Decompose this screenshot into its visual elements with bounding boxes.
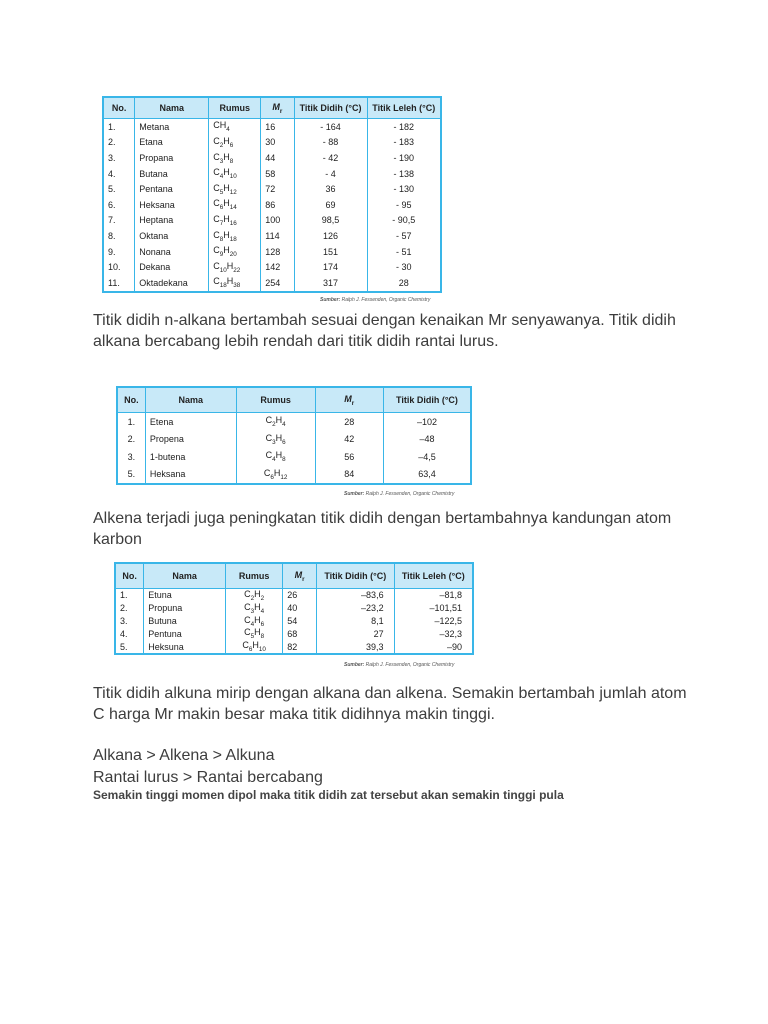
cell-titik-didih: 151 bbox=[294, 244, 367, 260]
formula-element: H bbox=[223, 198, 230, 209]
cell-mr: 82 bbox=[283, 640, 317, 654]
cell-titik-leleh: –81,8 bbox=[394, 589, 473, 602]
cell-nama: Pentana bbox=[135, 181, 209, 197]
table-row bbox=[103, 119, 441, 135]
header-rumus: Rumus bbox=[209, 97, 261, 119]
formula-subscript: 2 bbox=[250, 594, 255, 602]
formula-subscript: 3 bbox=[272, 438, 276, 446]
cell-no: 10. bbox=[103, 259, 135, 275]
cell-titik-didih: 98,5 bbox=[294, 213, 367, 229]
formula-element: H bbox=[254, 614, 261, 625]
cell-nama: Oktadekana bbox=[135, 275, 209, 292]
cell-titik-didih: 317 bbox=[294, 275, 367, 292]
formula-element: C bbox=[265, 415, 273, 426]
cell-nama: 1-butena bbox=[145, 448, 236, 466]
formula-element: H bbox=[226, 276, 234, 287]
cell-no: 1. bbox=[103, 119, 135, 135]
cell-mr: 54 bbox=[283, 615, 317, 628]
header-rumus: Rumus bbox=[226, 563, 283, 589]
cell-no: 5. bbox=[103, 181, 135, 197]
formula-subscript: 12 bbox=[229, 188, 237, 196]
formula-element: H bbox=[273, 467, 281, 478]
alkena-table-figure bbox=[116, 386, 472, 497]
header-mr bbox=[261, 97, 294, 119]
cell-mr: 86 bbox=[261, 197, 294, 213]
cell-titik-didih: 27 bbox=[316, 627, 394, 640]
alkuna-table-body bbox=[115, 589, 473, 654]
formula-subscript: 10 bbox=[229, 172, 237, 180]
table-row bbox=[103, 181, 441, 197]
alkena-table bbox=[116, 386, 472, 485]
cell-mr: 68 bbox=[283, 627, 317, 640]
formula-element: CH bbox=[213, 120, 227, 131]
formula-element: H bbox=[252, 640, 259, 651]
cell-mr: 84 bbox=[315, 466, 383, 485]
formula-subscript: 6 bbox=[219, 204, 224, 212]
cell-titik-didih: 69 bbox=[294, 197, 367, 213]
cell-nama: Dekana bbox=[135, 259, 209, 275]
table-row bbox=[103, 228, 441, 244]
cell-titik-leleh: –32,3 bbox=[394, 627, 473, 640]
source-prefix: Sumber: bbox=[320, 297, 341, 303]
table-row bbox=[103, 275, 441, 292]
cell-no: 7. bbox=[103, 213, 135, 229]
cell-rumus bbox=[209, 259, 261, 275]
formula-element: H bbox=[275, 415, 283, 426]
source-text: Ralph J. Fessenden, Organic Chemistry bbox=[341, 297, 431, 303]
header-titik-didih: Titik Didih (°C) bbox=[294, 97, 367, 119]
cell-titik-leleh: –122,5 bbox=[394, 615, 473, 628]
cell-nama: Etuna bbox=[144, 589, 226, 602]
formula-element: C bbox=[265, 450, 273, 461]
alkana-table-source bbox=[320, 297, 430, 303]
formula-element: H bbox=[254, 589, 261, 599]
cell-nama: Heksana bbox=[145, 466, 236, 485]
source-text: Ralph J. Fessenden, Organic Chemistry bbox=[365, 491, 455, 497]
header-mr-subscript: r bbox=[302, 575, 305, 583]
formula-subscript: 20 bbox=[229, 250, 237, 258]
cell-rumus bbox=[209, 181, 261, 197]
table-row bbox=[115, 615, 473, 628]
formula-element: C bbox=[213, 198, 220, 209]
cell-nama: Metana bbox=[135, 119, 209, 135]
formula-subscript: 6 bbox=[270, 473, 274, 481]
formula-subscript: 2 bbox=[219, 141, 224, 149]
alkuna-table bbox=[114, 562, 474, 655]
formula-subscript: 14 bbox=[229, 204, 237, 212]
alkana-table bbox=[102, 96, 442, 293]
cell-titik-leleh: - 51 bbox=[367, 244, 441, 260]
header-titik-didih: Titik Didih (°C) bbox=[383, 387, 471, 413]
cell-mr: 40 bbox=[283, 602, 317, 615]
formula-subscript: 6 bbox=[229, 141, 234, 149]
cell-titik-didih: 174 bbox=[294, 259, 367, 275]
cell-titik-leleh: - 138 bbox=[367, 166, 441, 182]
alkana-table-figure bbox=[102, 96, 442, 303]
header-titik-leleh: Titik Leleh (°C) bbox=[394, 563, 473, 589]
cell-mr: 28 bbox=[315, 413, 383, 431]
source-prefix: Sumber: bbox=[344, 662, 365, 668]
table-header-row bbox=[117, 387, 471, 413]
formula-element: C bbox=[265, 432, 273, 443]
cell-rumus bbox=[209, 166, 261, 182]
cell-rumus bbox=[226, 589, 283, 602]
dipole-note: Semakin tinggi momen dipol maka titik didih zat tersebut akan semakin tinggi pula bbox=[93, 788, 564, 802]
cell-titik-didih: 63,4 bbox=[383, 466, 471, 485]
cell-rumus bbox=[209, 197, 261, 213]
table-row bbox=[103, 244, 441, 260]
cell-no: 9. bbox=[103, 244, 135, 260]
header-mr-symbol: M bbox=[294, 569, 303, 580]
header-nama: Nama bbox=[135, 97, 209, 119]
formula-element: H bbox=[223, 167, 230, 178]
cell-rumus bbox=[209, 228, 261, 244]
cell-rumus bbox=[226, 615, 283, 628]
formula-subscript: 10 bbox=[219, 266, 227, 274]
cell-rumus bbox=[236, 431, 315, 449]
cell-rumus bbox=[209, 244, 261, 260]
cell-mr: 128 bbox=[261, 244, 294, 260]
cell-nama: Propena bbox=[145, 431, 236, 449]
cell-rumus bbox=[226, 627, 283, 640]
cell-titik-leleh: –101,51 bbox=[394, 602, 473, 615]
cell-mr: 142 bbox=[261, 259, 294, 275]
formula-subscript: 9 bbox=[219, 250, 224, 258]
cell-titik-leleh: - 130 bbox=[367, 181, 441, 197]
header-no: No. bbox=[115, 563, 144, 589]
header-titik-didih: Titik Didih (°C) bbox=[316, 563, 394, 589]
table-header-row bbox=[103, 97, 441, 119]
formula-element: H bbox=[254, 601, 261, 612]
cell-titik-leleh: - 90,5 bbox=[367, 213, 441, 229]
table-row bbox=[103, 166, 441, 182]
source-text: Ralph J. Fessenden, Organic Chemistry bbox=[365, 662, 455, 668]
cell-mr: 58 bbox=[261, 166, 294, 182]
cell-mr: 44 bbox=[261, 150, 294, 166]
header-mr bbox=[315, 387, 383, 413]
alkuna-table-figure bbox=[114, 562, 474, 668]
cell-titik-didih: 8,1 bbox=[316, 615, 394, 628]
cell-no: 2. bbox=[117, 431, 145, 449]
header-rumus: Rumus bbox=[236, 387, 315, 413]
cell-nama: Nonana bbox=[135, 244, 209, 260]
formula-element: H bbox=[223, 229, 230, 240]
cell-rumus bbox=[236, 413, 315, 431]
formula-element: H bbox=[223, 213, 230, 224]
formula-subscript: 6 bbox=[282, 438, 286, 446]
formula-element: C bbox=[213, 182, 220, 193]
formula-subscript: 4 bbox=[260, 607, 265, 615]
formula-subscript: 4 bbox=[272, 456, 276, 464]
formula-element: H bbox=[223, 135, 230, 146]
cell-nama: Propuna bbox=[144, 602, 226, 615]
cell-titik-didih: - 42 bbox=[294, 150, 367, 166]
formula-subscript: 4 bbox=[226, 126, 230, 134]
header-no: No. bbox=[117, 387, 145, 413]
cell-mr: 26 bbox=[283, 589, 317, 602]
table-row bbox=[115, 589, 473, 602]
paragraph-alkuna: Titik didih alkuna mirip dengan alkana dan alkena. Semakin bertambah jumlah atom C harga Mr makin besar maka titik didihnya makin tinggi. bbox=[93, 685, 687, 723]
cell-mr: 30 bbox=[261, 135, 294, 151]
table-row bbox=[103, 213, 441, 229]
formula-subscript: 6 bbox=[248, 645, 253, 653]
paragraph-alkana: Titik didih n-alkana bertambah sesuai dengan kenaikan Mr senyawanya. Titik didih alkana bercabang lebih rendah dari titik didih rantai lurus. bbox=[93, 312, 676, 350]
cell-titik-leleh: - 190 bbox=[367, 150, 441, 166]
cell-nama: Oktana bbox=[135, 228, 209, 244]
cell-rumus bbox=[236, 466, 315, 485]
cell-nama: Heksuna bbox=[144, 640, 226, 654]
cell-titik-leleh: - 182 bbox=[367, 119, 441, 135]
formula-subscript: 38 bbox=[233, 282, 241, 290]
cell-rumus bbox=[209, 119, 261, 135]
formula-element: H bbox=[275, 432, 283, 443]
formula-subscript: 6 bbox=[260, 620, 265, 628]
cell-titik-didih: –4,5 bbox=[383, 448, 471, 466]
formula-subscript: 18 bbox=[229, 235, 237, 243]
cell-rumus bbox=[209, 135, 261, 151]
formula-element: C bbox=[213, 151, 220, 162]
cell-titik-leleh: –90 bbox=[394, 640, 473, 654]
header-nama: Nama bbox=[145, 387, 236, 413]
formula-subscript: 3 bbox=[219, 157, 224, 165]
alkena-table-body bbox=[117, 413, 471, 485]
formula-subscript: 5 bbox=[250, 633, 255, 641]
cell-nama: Pentuna bbox=[144, 627, 226, 640]
cell-titik-didih: 36 bbox=[294, 181, 367, 197]
formula-element: C bbox=[244, 601, 251, 612]
cell-no: 8. bbox=[103, 228, 135, 244]
formula-element: C bbox=[213, 276, 220, 287]
cell-rumus bbox=[226, 640, 283, 654]
cell-nama: Heksana bbox=[135, 197, 209, 213]
formula-subscript: 22 bbox=[233, 266, 241, 274]
formula-subscript: 8 bbox=[229, 157, 234, 165]
cell-mr: 100 bbox=[261, 213, 294, 229]
cell-mr: 72 bbox=[261, 181, 294, 197]
cell-no: 3. bbox=[115, 615, 144, 628]
formula-subscript: 12 bbox=[280, 473, 288, 481]
header-mr bbox=[283, 563, 317, 589]
table-row bbox=[117, 448, 471, 466]
header-no: No. bbox=[103, 97, 135, 119]
header-nama: Nama bbox=[144, 563, 226, 589]
table-row bbox=[117, 431, 471, 449]
header-mr-subscript: r bbox=[279, 107, 283, 115]
formula-subscript: 18 bbox=[219, 282, 227, 290]
formula-subscript: 8 bbox=[282, 456, 286, 464]
header-mr-symbol: M bbox=[344, 393, 352, 404]
formula-element: C bbox=[213, 229, 220, 240]
formula-element: H bbox=[223, 151, 230, 162]
formula-subscript: 4 bbox=[250, 620, 255, 628]
formula-subscript: 4 bbox=[219, 172, 224, 180]
formula-subscript: 8 bbox=[260, 633, 265, 641]
alkana-table-body bbox=[103, 119, 441, 292]
cell-mr: 42 bbox=[315, 431, 383, 449]
formula-element: H bbox=[223, 182, 230, 193]
cell-no: 2. bbox=[115, 602, 144, 615]
cell-titik-didih: –102 bbox=[383, 413, 471, 431]
table-row bbox=[103, 197, 441, 213]
cell-no: 4. bbox=[103, 166, 135, 182]
formula-element: C bbox=[244, 614, 251, 625]
cell-nama: Etena bbox=[145, 413, 236, 431]
formula-element: C bbox=[213, 213, 220, 224]
cell-nama: Propana bbox=[135, 150, 209, 166]
cell-no: 1. bbox=[115, 589, 144, 602]
formula-element: C bbox=[213, 135, 220, 146]
cell-titik-leleh: - 57 bbox=[367, 228, 441, 244]
cell-no: 1. bbox=[117, 413, 145, 431]
cell-titik-leleh: 28 bbox=[367, 275, 441, 292]
cell-titik-didih: - 88 bbox=[294, 135, 367, 151]
cell-titik-didih: –83,6 bbox=[316, 589, 394, 602]
cell-titik-didih: –48 bbox=[383, 431, 471, 449]
formula-subscript: 2 bbox=[260, 594, 265, 602]
cell-nama: Heptana bbox=[135, 213, 209, 229]
table-row bbox=[117, 466, 471, 485]
alkuna-table-source bbox=[344, 662, 454, 668]
cell-mr: 56 bbox=[315, 448, 383, 466]
cell-titik-didih: 39,3 bbox=[316, 640, 394, 654]
formula-element: C bbox=[242, 640, 249, 651]
cell-no: 5. bbox=[115, 640, 144, 654]
alkena-table-source bbox=[344, 491, 454, 497]
table-row bbox=[115, 640, 473, 654]
formula-element: H bbox=[275, 450, 283, 461]
cell-rumus bbox=[236, 448, 315, 466]
header-mr-symbol: M bbox=[272, 101, 280, 112]
formula-subscript: 3 bbox=[250, 607, 255, 615]
formula-element: C bbox=[213, 245, 220, 256]
cell-mr: 114 bbox=[261, 228, 294, 244]
formula-element: C bbox=[244, 627, 251, 638]
formula-element: C bbox=[213, 167, 220, 178]
cell-no: 3. bbox=[117, 448, 145, 466]
formula-subscript: 16 bbox=[229, 219, 237, 227]
cell-titik-leleh: - 95 bbox=[367, 197, 441, 213]
formula-element: H bbox=[254, 627, 261, 638]
cell-no: 4. bbox=[115, 627, 144, 640]
source-prefix: Sumber: bbox=[344, 491, 365, 497]
formula-element: C bbox=[244, 589, 251, 599]
formula-subscript: 5 bbox=[219, 188, 224, 196]
cell-titik-didih: - 164 bbox=[294, 119, 367, 135]
cell-rumus bbox=[209, 213, 261, 229]
cell-no: 5. bbox=[117, 466, 145, 485]
cell-titik-leleh: - 30 bbox=[367, 259, 441, 275]
header-mr-subscript: r bbox=[351, 399, 355, 407]
paragraph-alkena: Alkena terjadi juga peningkatan titik didih dengan bertambahnya kandungan atom karbon bbox=[93, 510, 672, 548]
table-row bbox=[115, 602, 473, 615]
cell-no: 2. bbox=[103, 135, 135, 151]
table-row bbox=[117, 413, 471, 431]
cell-nama: Butuna bbox=[144, 615, 226, 628]
cell-mr: 254 bbox=[261, 275, 294, 292]
cell-titik-leleh: - 183 bbox=[367, 135, 441, 151]
cell-mr: 16 bbox=[261, 119, 294, 135]
cell-nama: Etana bbox=[135, 135, 209, 151]
table-row bbox=[103, 259, 441, 275]
cell-no: 3. bbox=[103, 150, 135, 166]
formula-subscript: 2 bbox=[272, 421, 276, 429]
cell-titik-didih: 126 bbox=[294, 228, 367, 244]
formula-subscript: 10 bbox=[258, 645, 266, 653]
cell-titik-didih: –23,2 bbox=[316, 602, 394, 615]
header-titik-leleh: Titik Leleh (°C) bbox=[367, 97, 441, 119]
cell-nama: Butana bbox=[135, 166, 209, 182]
cell-rumus bbox=[226, 602, 283, 615]
cell-no: 6. bbox=[103, 197, 135, 213]
cell-no: 11. bbox=[103, 275, 135, 292]
formula-subscript: 7 bbox=[219, 219, 224, 227]
order-rantai: Rantai lurus > Rantai bercabang bbox=[93, 769, 323, 786]
formula-element: C bbox=[213, 260, 220, 271]
cell-rumus bbox=[209, 150, 261, 166]
formula-element: H bbox=[223, 245, 230, 256]
table-row bbox=[115, 627, 473, 640]
cell-titik-didih: - 4 bbox=[294, 166, 367, 182]
order-alkana-alkena-alkuna: Alkana > Alkena > Alkuna bbox=[93, 747, 275, 764]
formula-subscript: 8 bbox=[219, 235, 224, 243]
formula-element: C bbox=[263, 467, 271, 478]
formula-subscript: 4 bbox=[282, 421, 286, 429]
table-row bbox=[103, 150, 441, 166]
table-header-row bbox=[115, 563, 473, 589]
formula-element: H bbox=[226, 260, 234, 271]
cell-rumus bbox=[209, 275, 261, 292]
table-row bbox=[103, 135, 441, 151]
